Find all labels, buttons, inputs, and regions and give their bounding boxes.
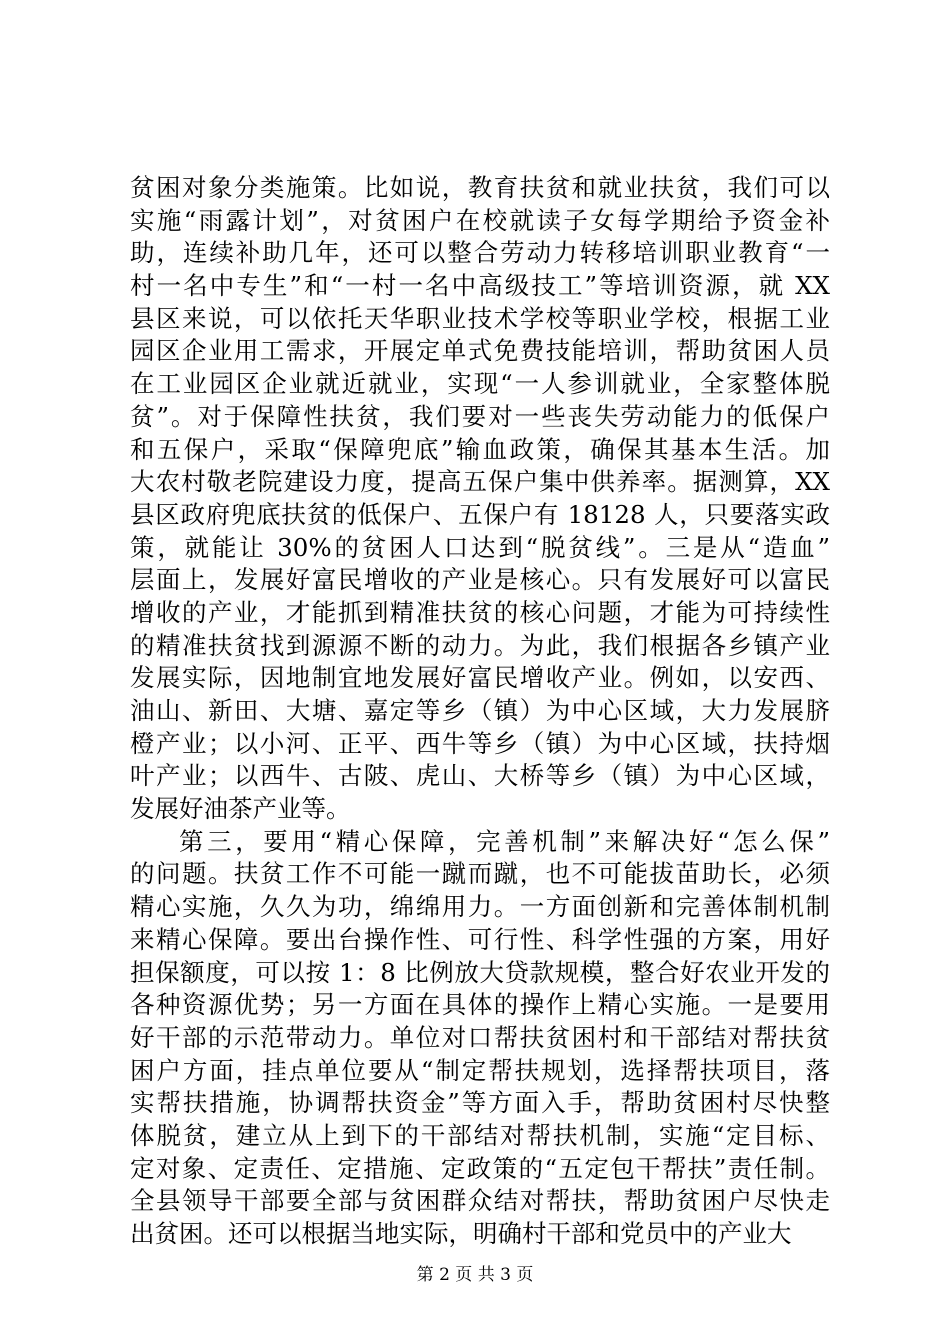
text-line: 体脱贫，建立从上到下的干部结对帮扶机制，实施“定目标、 bbox=[130, 1120, 830, 1150]
text-line: 发展好油茶产业等。 bbox=[130, 794, 351, 824]
text-line: 实帮扶措施，协调帮扶资金”等方面入手，帮助贫困村尽快整 bbox=[130, 1088, 830, 1118]
text-line: 的问题。扶贫工作不可能一蹴而蹴，也不可能拔苗助长，必须 bbox=[130, 859, 830, 889]
text-line: 在工业园区企业就近就业，实现“一人参训就业，全家整体脱 bbox=[130, 369, 830, 399]
text-line: 困户方面，挂点单位要从“制定帮扶规划，选择帮扶项目，落 bbox=[130, 1055, 830, 1085]
text-line: 发展实际，因地制宜地发展好富民增收产业。例如，以安西、 bbox=[130, 663, 830, 693]
text-line: 第三，要用“精心保障，完善机制”来解决好“怎么保” bbox=[179, 826, 830, 856]
text-line: 橙产业；以小河、正平、西牛等乡（镇）为中心区域，扶持烟 bbox=[130, 728, 830, 758]
text-line: 油山、新田、大塘、嘉定等乡（镇）为中心区域，大力发展脐 bbox=[130, 696, 830, 725]
text-line: 精心实施，久久为功，绵绵用力。一方面创新和完善体制机制 bbox=[130, 892, 830, 922]
text-line: 的精准扶贫找到源源不断的动力。为此，我们根据各乡镇产业 bbox=[130, 630, 830, 660]
text-line: 助，连续补助几年，还可以整合劳动力转移培训职业教育“一 bbox=[130, 238, 830, 268]
text-line: 园区企业用工需求，开展定单式免费技能培训，帮助贫困人员 bbox=[130, 336, 830, 366]
text-line: 担保额度，可以按 1：8 比例放大贷款规模，整合好农业开发的 bbox=[130, 957, 830, 987]
text-line: 策，就能让 30%的贫困人口达到“脱贫线”。三是从“造血” bbox=[130, 532, 830, 562]
text-line: 增收的产业，才能抓到精准扶贫的核心问题，才能为可持续性 bbox=[130, 597, 830, 627]
page-footer: 第 2 页 共 3 页 bbox=[416, 1265, 534, 1285]
text-line: 出贫困。还可以根据当地实际，明确村干部和党员中的产业大 bbox=[130, 1219, 792, 1248]
text-line: 大农村敬老院建设力度，提高五保户集中供养率。据测算，XX bbox=[130, 467, 830, 497]
text-line: 实施“雨露计划”，对贫困户在校就读子女每学期给予资金补 bbox=[130, 205, 830, 235]
text-line: 来精心保障。要出台操作性、可行性、科学性强的方案，用好 bbox=[130, 924, 830, 954]
text-line: 全县领导干部要全部与贫困群众结对帮扶，帮助贫困户尽快走 bbox=[130, 1186, 830, 1216]
text-line: 层面上，发展好富民增收的产业是核心。只有发展好可以富民 bbox=[130, 565, 830, 595]
text-line: 定对象、定责任、定措施、定政策的“五定包干帮扶”责任制。 bbox=[130, 1153, 830, 1183]
text-line: 叶产业；以西牛、古陂、虎山、大桥等乡（镇）为中心区域， bbox=[130, 761, 830, 791]
text-line: 村一名中专生”和“一村一名中高级技工”等培训资源，就 XX bbox=[130, 271, 830, 301]
text-line: 和五保户，采取“保障兜底”输血政策，确保其基本生活。加 bbox=[130, 434, 830, 464]
text-line: 贫困对象分类施策。比如说，教育扶贫和就业扶贫，我们可以 bbox=[130, 173, 830, 202]
body-text bbox=[130, 172, 830, 1251]
text-line: 贫”。对于保障性扶贫，我们要对一些丧失劳动能力的低保户 bbox=[130, 401, 830, 431]
text-line: 县区来说，可以依托天华职业技术学校等职业学校，根据工业 bbox=[130, 303, 830, 333]
text-line: 好干部的示范带动力。单位对口帮扶贫困村和干部结对帮扶贫 bbox=[130, 1022, 830, 1052]
text-line: 县区政府兜底扶贫的低保户、五保户有 18128 人，只要落实政 bbox=[130, 499, 830, 529]
text-line: 各种资源优势；另一方面在具体的操作上精心实施。一是要用 bbox=[130, 990, 830, 1020]
